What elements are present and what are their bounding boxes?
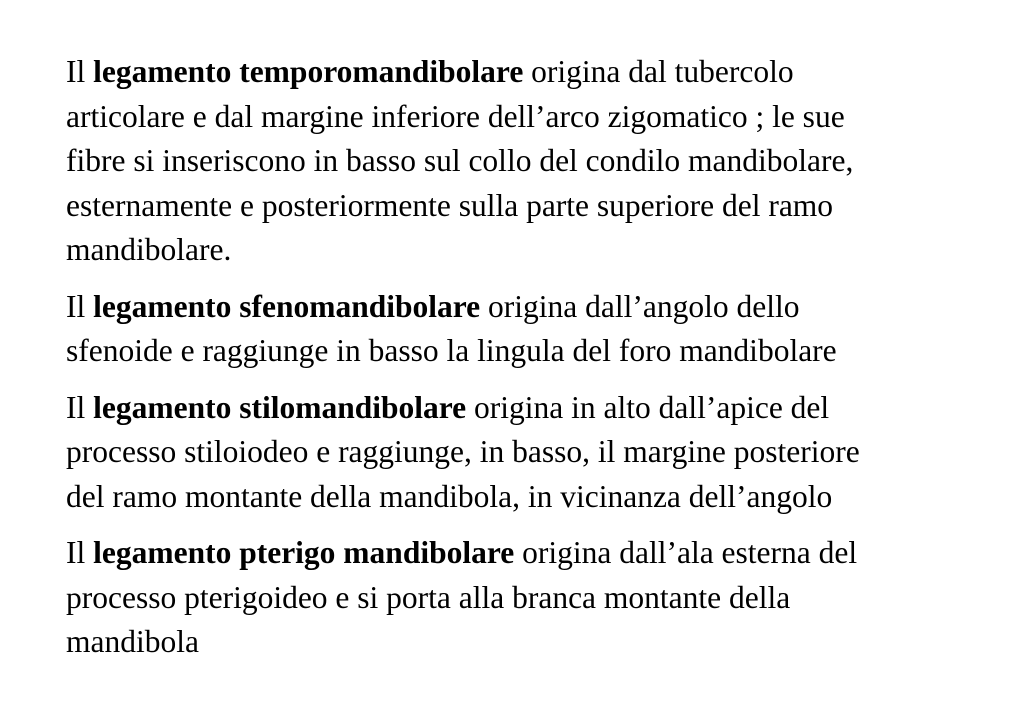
text-run: Il <box>66 535 94 570</box>
bold-term: legamento sfenomandibolare <box>93 288 481 324</box>
text-line <box>66 50 1006 95</box>
text-line <box>66 329 1006 374</box>
bold-term: legamento temporomandibolare <box>93 54 524 89</box>
text-run: fibre si inseriscono in basso sul collo del condilo mandibolare, <box>66 143 854 178</box>
text-run: mandibolare. <box>66 232 232 267</box>
text-run: sfenoide e raggiunge in basso la lingula del foro mandibolare <box>66 333 837 368</box>
text-line <box>66 139 1006 184</box>
text-line <box>66 531 1006 576</box>
paragraph-stilomandibolare <box>66 386 1006 520</box>
text-run: esternamente e posteriormente sulla parte superiore del ramo <box>66 187 834 223</box>
text-line <box>66 475 1006 520</box>
text-run: origina dall’ala esterna del <box>514 535 858 570</box>
text-line <box>66 386 1006 431</box>
text-line <box>66 620 1006 665</box>
text-run: Il <box>66 54 94 89</box>
text-run: origina dall’angolo dello <box>480 288 800 324</box>
text-run: processo stiloiodeo e raggiunge, in basso, il margine posteriore <box>66 434 860 469</box>
text-line <box>66 576 1006 621</box>
paragraph-sfenomandibolare <box>66 285 1006 374</box>
text-run: origina dal tubercolo <box>523 54 794 89</box>
text-run: origina in alto dall’apice del <box>466 389 830 425</box>
bold-term: legamento pterigo mandibolare <box>93 535 515 570</box>
paragraph-temporomandibolare <box>66 50 1006 273</box>
text-run: articolare e dal margine inferiore dell’arco zigomatico ; le sue <box>66 98 845 134</box>
bold-term: legamento stilomandibolare <box>93 389 467 425</box>
paragraph-pterigomandibolare <box>66 531 1006 665</box>
text-line <box>66 285 1006 330</box>
text-run: del ramo montante della mandibola, in vicinanza dell’angolo <box>66 478 833 514</box>
text-run: mandibola <box>66 624 199 659</box>
text-line <box>66 228 1006 273</box>
text-run: Il <box>66 389 94 425</box>
text-line <box>66 430 1006 475</box>
text-line <box>66 95 1006 140</box>
text-run: Il <box>66 288 94 324</box>
text-run: processo pterigoideo e si porta alla branca montante della <box>66 579 791 615</box>
text-line <box>66 184 1006 229</box>
document-body <box>66 50 1006 677</box>
